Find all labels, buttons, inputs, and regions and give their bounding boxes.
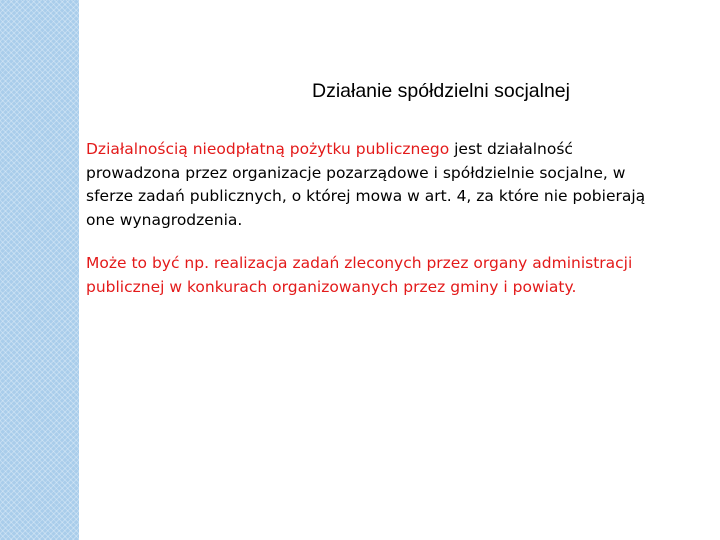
- definition-text: jest działalność prowadzona przez organizacje pozarządowe i spółdzielnie socjalne, w sferze zadań publicznych, o której mowa w art. 4, za które nie pobierają one wynagrodzenia.: [86, 140, 646, 229]
- slide-title: Działanie spółdzielni socjalnej: [312, 80, 570, 102]
- definition-term: Działalnością nieodpłatną pożytku publicznego: [86, 140, 450, 158]
- decorative-sidebar: [0, 0, 79, 540]
- paragraph-definition: [86, 138, 646, 232]
- paragraph-example: Może to być np. realizacja zadań zleconych przez organy administracji publicznej w konkurach organizowanych przez gminy i powiaty.: [86, 254, 633, 296]
- slide-body: [86, 138, 646, 319]
